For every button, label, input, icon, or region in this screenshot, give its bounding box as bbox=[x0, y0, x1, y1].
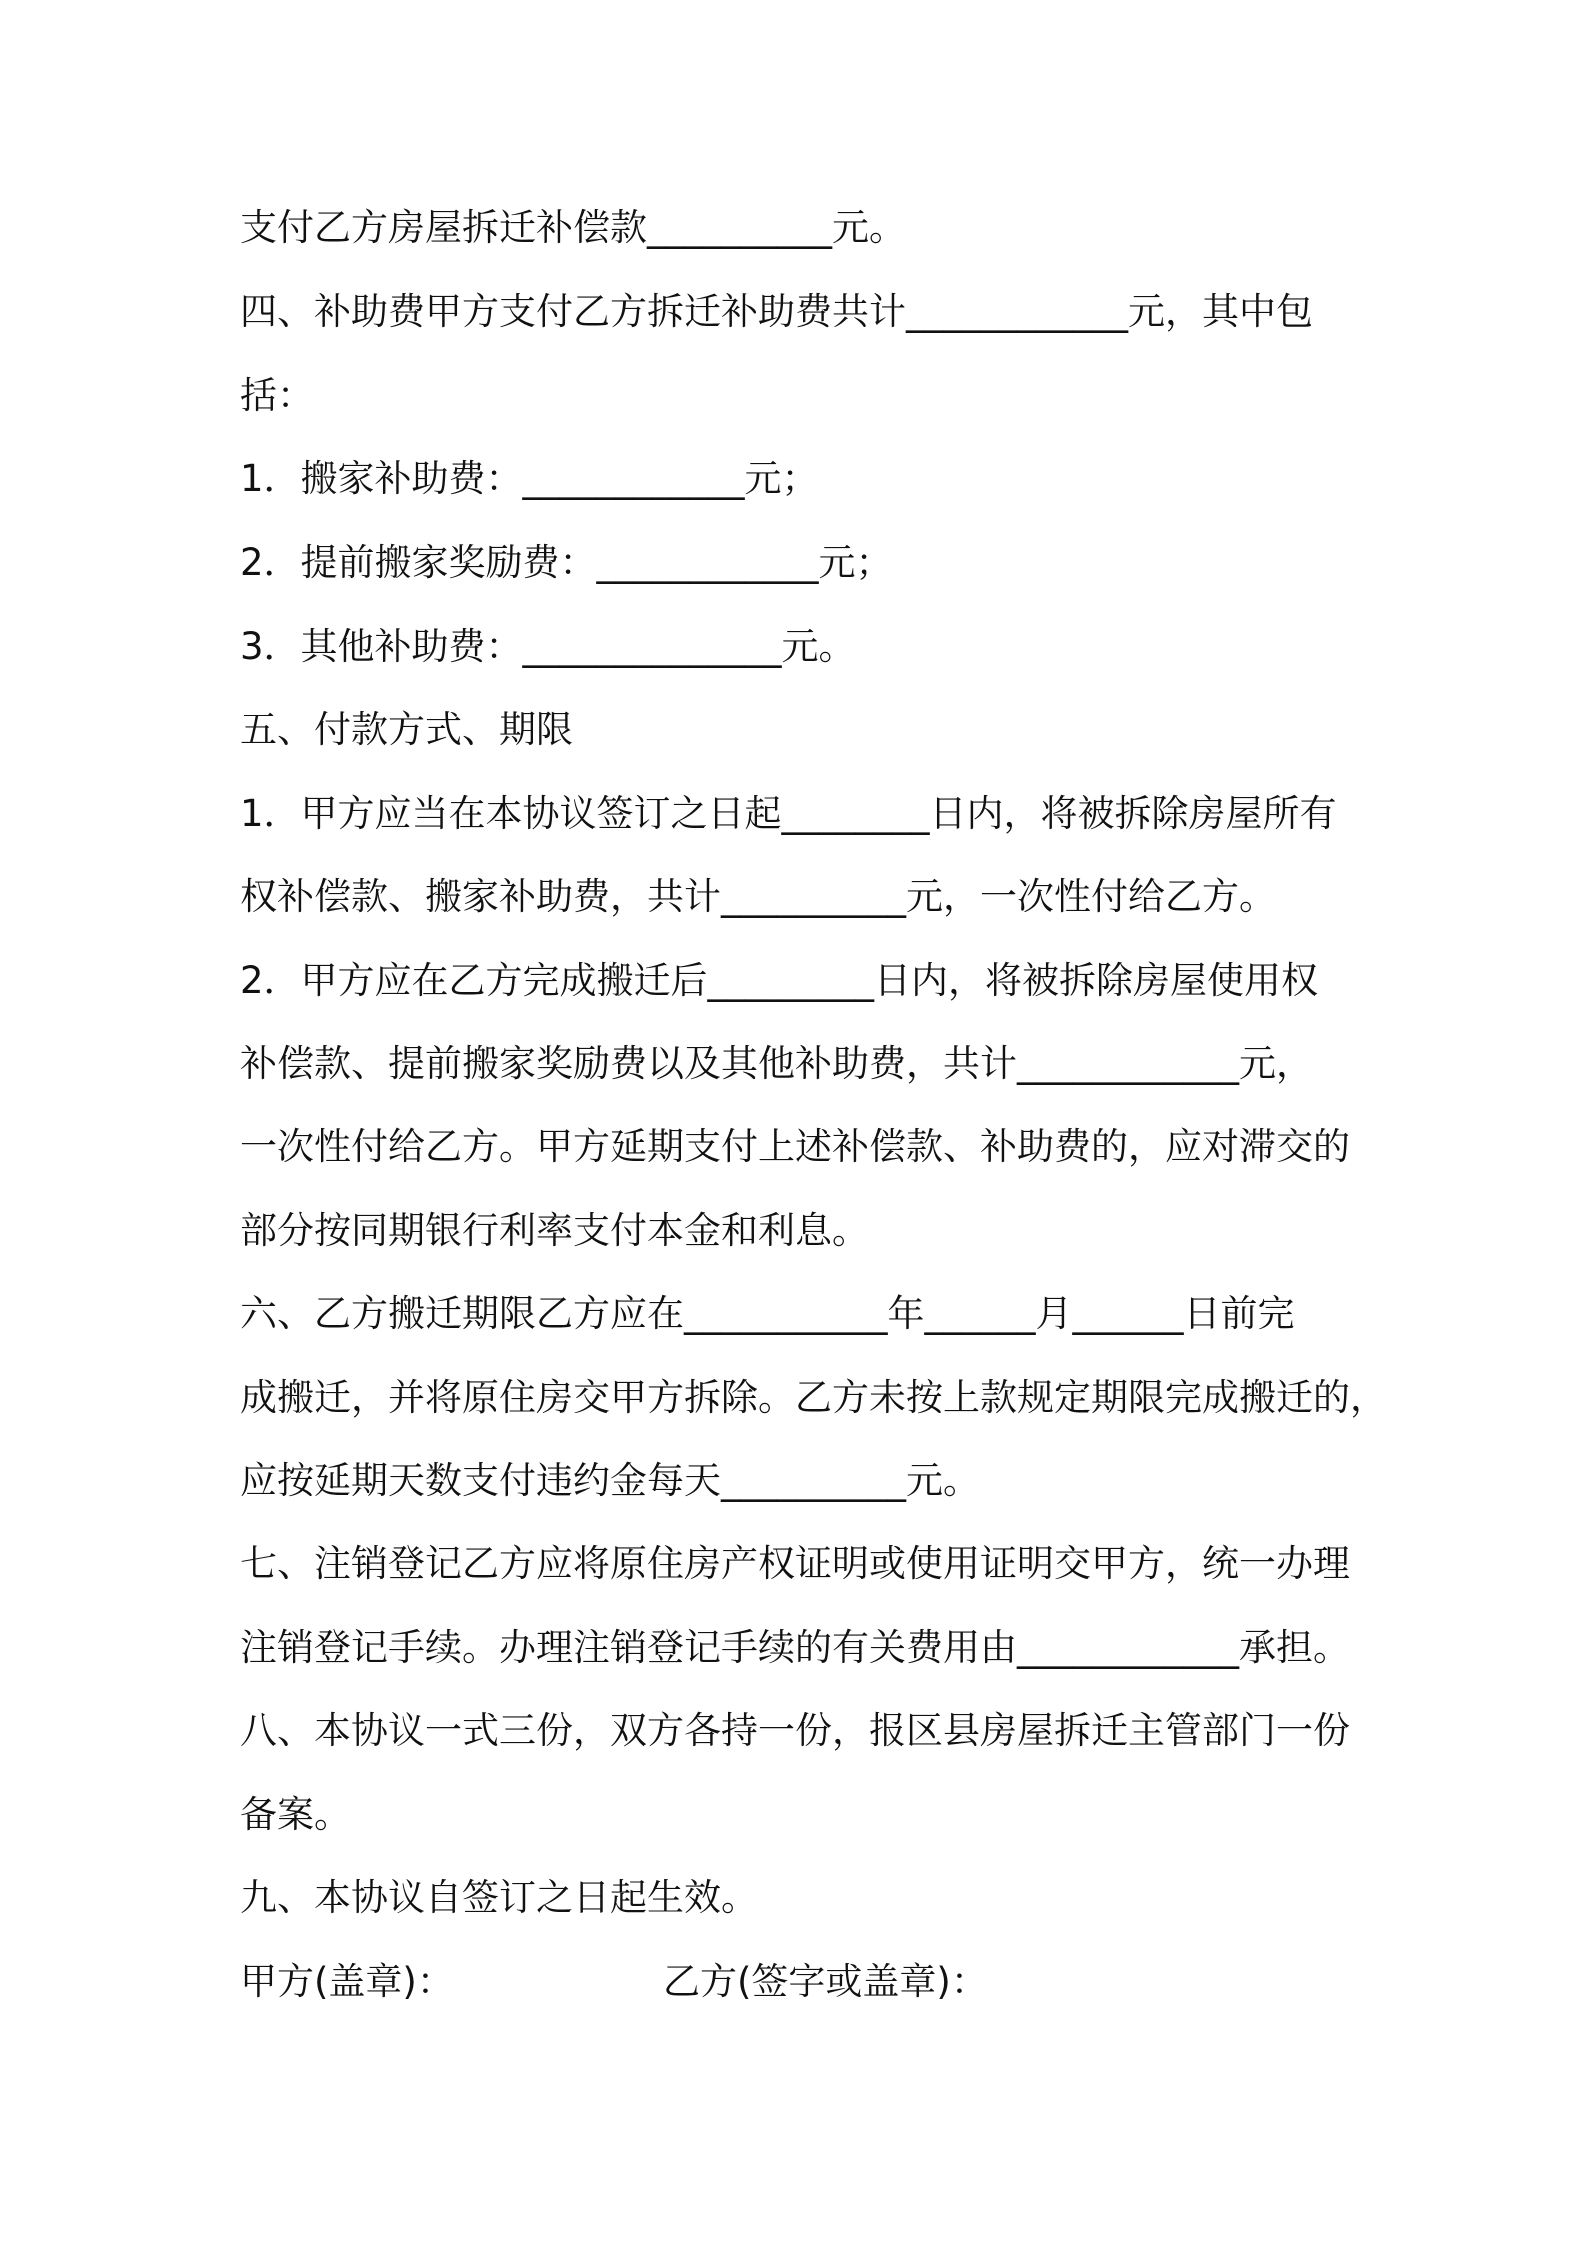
party-b-signature-label: 乙方(签字或盖章)： bbox=[663, 1960, 988, 2003]
paragraph-line: 2．甲方应在乙方完成搬迁后_________日内，将被拆除房屋使用权 bbox=[240, 959, 1319, 1002]
paragraph-line: 九、本协议自签订之日起生效。 bbox=[240, 1876, 758, 1919]
paragraph-line: 括： bbox=[240, 374, 314, 417]
section-heading: 五、付款方式、期限 bbox=[240, 708, 573, 751]
paragraph-line: 八、本协议一式三份，双方各持一份，报区县房屋拆迁主管部门一份 bbox=[240, 1709, 1350, 1752]
paragraph-line: 1．甲方应当在本协议签订之日起________日内，将被拆除房屋所有 bbox=[240, 792, 1337, 835]
paragraph-line: 支付乙方房屋拆迁补偿款__________元。 bbox=[240, 206, 906, 249]
paragraph-line: 部分按同期银行利率支付本金和利息。 bbox=[240, 1209, 869, 1252]
paragraph-line: 备案。 bbox=[240, 1793, 351, 1836]
paragraph-line: 注销登记手续。办理注销登记手续的有关费用由____________承担。 bbox=[240, 1626, 1350, 1669]
paragraph-line: 1．搬家补助费：____________元； bbox=[240, 457, 819, 500]
paragraph-line: 补偿款、提前搬家奖励费以及其他补助费，共计____________元， bbox=[240, 1042, 1313, 1085]
paragraph-line: 2．提前搬家奖励费：____________元； bbox=[240, 541, 893, 584]
paragraph-line: 权补偿款、搬家补助费，共计__________元，一次性付给乙方。 bbox=[240, 875, 1276, 918]
paragraph-line: 3．其他补助费：______________元。 bbox=[240, 625, 856, 668]
paragraph-line: 六、乙方搬迁期限乙方应在___________年______月______日前完 bbox=[240, 1292, 1295, 1335]
party-a-signature-label: 甲方(盖章)： bbox=[240, 1960, 454, 2003]
paragraph-line: 七、注销登记乙方应将原住房产权证明或使用证明交甲方，统一办理 bbox=[240, 1542, 1350, 1585]
paragraph-line: 四、补助费甲方支付乙方拆迁补助费共计____________元，其中包 bbox=[240, 290, 1313, 333]
paragraph-line: 一次性付给乙方。甲方延期支付上述补偿款、补助费的，应对滞交的 bbox=[240, 1125, 1350, 1168]
paragraph-line: 成搬迁，并将原住房交甲方拆除。乙方未按上款规定期限完成搬迁的， bbox=[240, 1376, 1387, 1419]
paragraph-line: 应按延期天数支付违约金每天__________元。 bbox=[240, 1459, 980, 1502]
